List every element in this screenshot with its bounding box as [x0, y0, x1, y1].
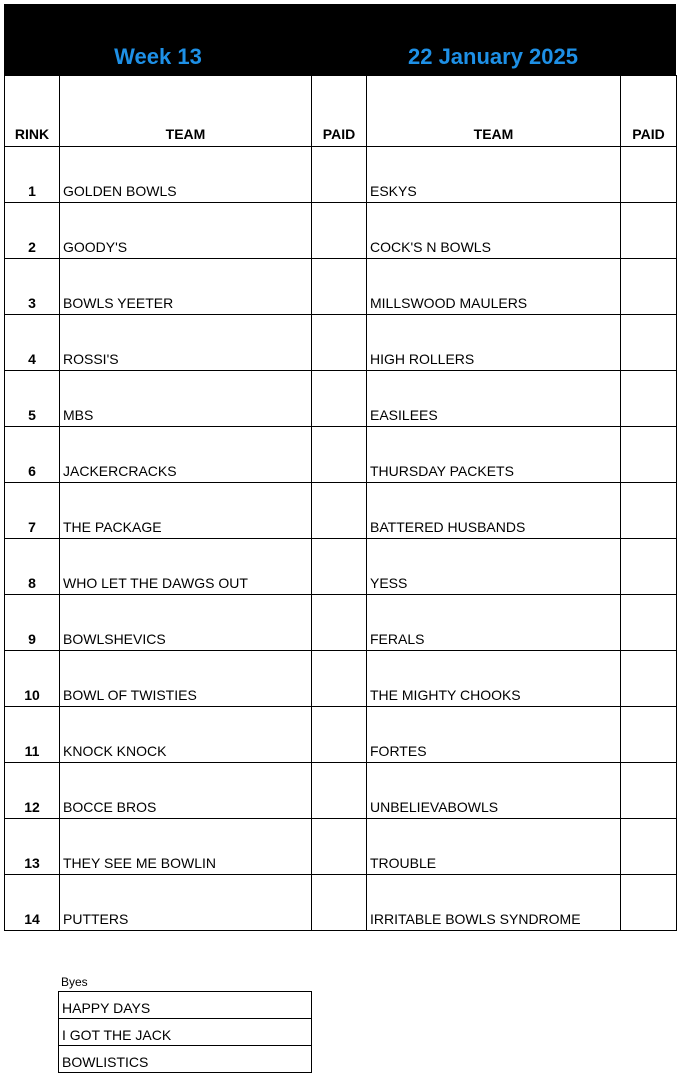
team-1-cell: ROSSI'S [60, 315, 312, 371]
week-title: Week 13 [114, 44, 202, 69]
team-2-cell: UNBELIEVABOWLS [367, 763, 621, 819]
table-row [5, 651, 677, 707]
paid-2-cell [621, 875, 677, 931]
team-1-cell: KNOCK KNOCK [60, 707, 312, 763]
byes-label: Byes [61, 975, 88, 989]
table-row [5, 763, 677, 819]
team-2-cell: HIGH ROLLERS [367, 315, 621, 371]
rink-number: 13 [5, 819, 60, 875]
team-1-cell: THE PACKAGE [60, 483, 312, 539]
rink-number: 1 [5, 147, 60, 203]
rink-number: 14 [5, 875, 60, 931]
rink-number: 8 [5, 539, 60, 595]
bye-row [59, 992, 312, 1019]
team-2-cell: EASILEES [367, 371, 621, 427]
rink-number: 2 [5, 203, 60, 259]
paid-2-cell [621, 315, 677, 371]
paid-2-cell [621, 371, 677, 427]
team-2-cell: THE MIGHTY CHOOKS [367, 651, 621, 707]
paid-2-cell [621, 539, 677, 595]
paid-1-cell [312, 595, 367, 651]
rink-number: 7 [5, 483, 60, 539]
rink-number: 4 [5, 315, 60, 371]
team-1-cell: BOWLS YEETER [60, 259, 312, 315]
paid-2-cell [621, 819, 677, 875]
paid-2-cell [621, 707, 677, 763]
team-1-cell: BOWLSHEVICS [60, 595, 312, 651]
paid-2-cell [621, 651, 677, 707]
bye-row [59, 1019, 312, 1046]
table-row [5, 595, 677, 651]
paid-1-cell [312, 651, 367, 707]
table-row [5, 371, 677, 427]
paid-2-cell [621, 147, 677, 203]
team-1-cell: GOLDEN BOWLS [60, 147, 312, 203]
team-2-cell: FERALS [367, 595, 621, 651]
team-1-cell: BOCCE BROS [60, 763, 312, 819]
fixtures-table [4, 75, 677, 931]
table-row [5, 315, 677, 371]
rink-number: 11 [5, 707, 60, 763]
rink-number: 12 [5, 763, 60, 819]
col-header-team-2: TEAM [367, 76, 621, 147]
team-2-cell: BATTERED HUSBANDS [367, 483, 621, 539]
paid-1-cell [312, 147, 367, 203]
bye-team-cell: I GOT THE JACK [59, 1019, 312, 1046]
rink-number: 6 [5, 427, 60, 483]
team-1-cell: MBS [60, 371, 312, 427]
table-row [5, 427, 677, 483]
paid-2-cell [621, 763, 677, 819]
paid-2-cell [621, 259, 677, 315]
rink-number: 9 [5, 595, 60, 651]
col-header-rink: RINK [5, 76, 60, 147]
team-2-cell: YESS [367, 539, 621, 595]
team-1-cell: BOWL OF TWISTIES [60, 651, 312, 707]
paid-1-cell [312, 707, 367, 763]
table-row [5, 819, 677, 875]
paid-1-cell [312, 483, 367, 539]
team-2-cell: ESKYS [367, 147, 621, 203]
team-2-cell: COCK'S N BOWLS [367, 203, 621, 259]
date-title: 22 January 2025 [407, 44, 579, 69]
paid-1-cell [312, 315, 367, 371]
table-row [5, 707, 677, 763]
table-row [5, 147, 677, 203]
table-row [5, 203, 677, 259]
team-1-cell: PUTTERS [60, 875, 312, 931]
paid-2-cell [621, 427, 677, 483]
bye-team-cell: HAPPY DAYS [59, 992, 312, 1019]
paid-1-cell [312, 259, 367, 315]
byes-table [58, 991, 312, 1073]
team-2-cell: IRRITABLE BOWLS SYNDROME [367, 875, 621, 931]
rink-number: 5 [5, 371, 60, 427]
bye-team-cell: BOWLISTICS [59, 1046, 312, 1073]
team-1-cell: THEY SEE ME BOWLIN [60, 819, 312, 875]
paid-1-cell [312, 763, 367, 819]
table-row [5, 259, 677, 315]
paid-1-cell [312, 819, 367, 875]
paid-1-cell [312, 539, 367, 595]
paid-1-cell [312, 371, 367, 427]
paid-1-cell [312, 203, 367, 259]
col-header-paid-1: PAID [312, 76, 367, 147]
paid-1-cell [312, 875, 367, 931]
paid-2-cell [621, 203, 677, 259]
team-2-cell: TROUBLE [367, 819, 621, 875]
paid-1-cell [312, 427, 367, 483]
paid-2-cell [621, 483, 677, 539]
rink-number: 3 [5, 259, 60, 315]
table-row [5, 539, 677, 595]
col-header-paid-2: PAID [621, 76, 677, 147]
team-2-cell: MILLSWOOD MAULERS [367, 259, 621, 315]
table-row [5, 875, 677, 931]
col-header-team-1: TEAM [60, 76, 312, 147]
team-2-cell: THURSDAY PACKETS [367, 427, 621, 483]
table-row [5, 483, 677, 539]
team-1-cell: WHO LET THE DAWGS OUT [60, 539, 312, 595]
team-2-cell: FORTES [367, 707, 621, 763]
paid-2-cell [621, 595, 677, 651]
rink-number: 10 [5, 651, 60, 707]
team-1-cell: JACKERCRACKS [60, 427, 312, 483]
table-header-row [5, 76, 677, 147]
bye-row [59, 1046, 312, 1073]
team-1-cell: GOODY'S [60, 203, 312, 259]
